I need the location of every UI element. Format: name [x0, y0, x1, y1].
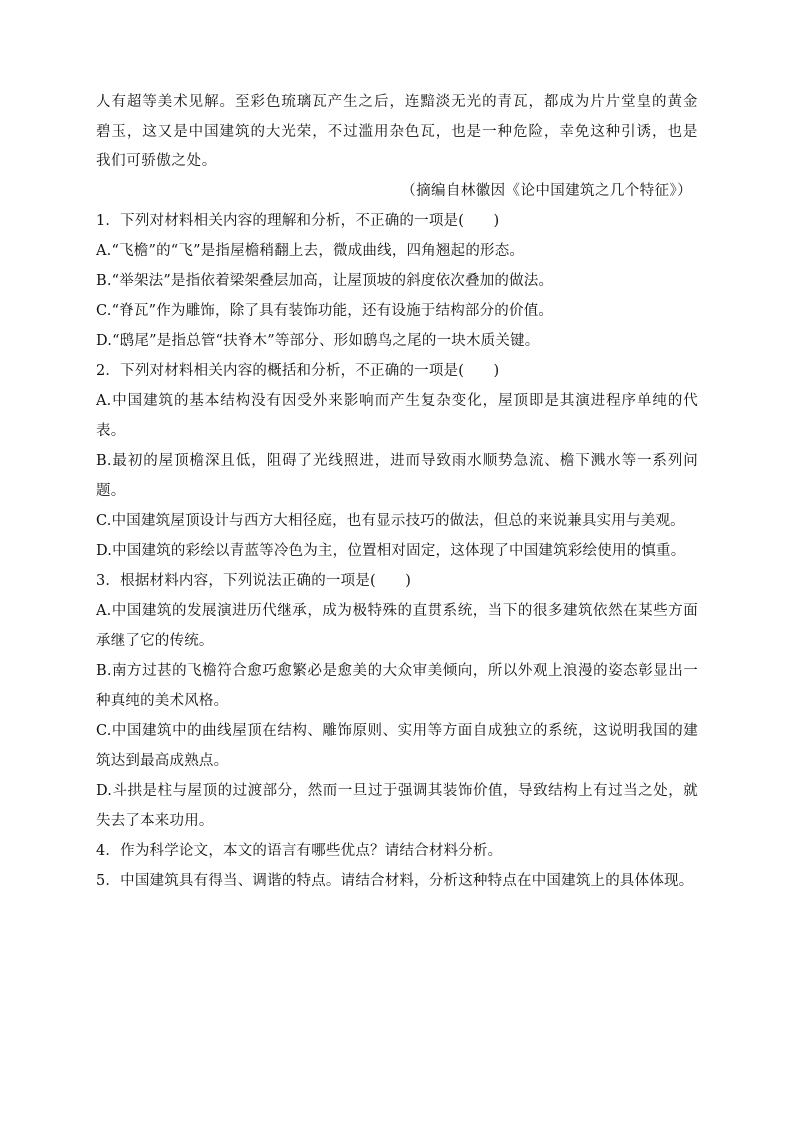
- question-stem: 2．下列对材料相关内容的概括和分析，不正确的一项是( ): [96, 362, 500, 379]
- question-stem: 4．作为科学论文，本文的语言有哪些优点？请结合材料分析。: [96, 842, 503, 859]
- option-a: A.“飞檐”的“飞”是指屋檐稍翻上去，微成曲线，四角翘起的形态。: [96, 242, 525, 259]
- option-a: A.中国建筑的基本结构没有因受外来影响而产生复杂变化，屋顶即是其演进程序单纯的代表。: [96, 392, 698, 439]
- option-c: C.“脊瓦”作为雕饰，除了具有装饰功能，还有设施于结构部分的价值。: [96, 302, 554, 319]
- option-b: B.“举架法”是指依着梁架叠层加高，让屋顶坡的斜度依次叠加的做法。: [96, 272, 554, 289]
- option-d: D.斗拱是柱与屋顶的过渡部分，然而一旦过于强调其装饰价值，导致结构上有过当之处，就失去了本来功用。: [96, 782, 698, 829]
- document-page: [96, 88, 698, 896]
- option-a: A.中国建筑的发展演进历代继承，成为极特殊的直贯系统，当下的很多建筑依然在某些方面承继了它的传统。: [96, 602, 698, 649]
- option-b: B.最初的屋顶檐深且低，阻碍了光线照进，进而导致雨水顺势急流、檐下溅水等一系列问题。: [96, 452, 698, 499]
- question-1: [96, 206, 698, 356]
- source-citation: （摘编自林徽因《论中国建筑之几个特征》）: [401, 182, 692, 199]
- option-d: D.“鸱尾”是指总管“扶脊木”等部分、形如鸱鸟之尾的一块木质关键。: [96, 332, 540, 349]
- question-3: [96, 566, 698, 836]
- question-4: [96, 836, 698, 866]
- question-5: [96, 866, 698, 896]
- option-c: C.中国建筑中的曲线屋顶在结构、雕饰原则、实用等方面自成独立的系统，这说明我国的建筑达到最高成熟点。: [96, 722, 698, 769]
- question-stem: 5．中国建筑具有得当、调谐的特点。请结合材料，分析这种特点在中国建筑上的具体体现。: [96, 872, 694, 889]
- question-stem: 3．根据材料内容，下列说法正确的一项是( ): [96, 572, 412, 589]
- question-stem: 1．下列对材料相关内容的理解和分析，不正确的一项是( ): [96, 212, 500, 229]
- option-b: B.南方过甚的飞檐符合愈巧愈繁必是愈美的大众审美倾向，所以外观上浪漫的姿态彰显出一种真纯的美术风格。: [96, 662, 698, 709]
- option-c: C.中国建筑屋顶设计与西方大相径庭，也有显示技巧的做法，但总的来说兼具实用与美观。: [96, 512, 685, 529]
- intro-paragraph: 人有超等美术见解。至彩色琉璃瓦产生之后，连黯淡无光的青瓦，都成为片片堂皇的黄金碧玉，这又是中国建筑的大光荣，不过滥用杂色瓦，也是一种危险，幸免这种引诱，也是我们可骄傲之处。: [96, 94, 698, 169]
- option-d: D.中国建筑的彩绘以青蓝等冷色为主，位置相对固定，这体现了中国建筑彩绘使用的慎重。: [96, 542, 686, 559]
- question-2: [96, 356, 698, 566]
